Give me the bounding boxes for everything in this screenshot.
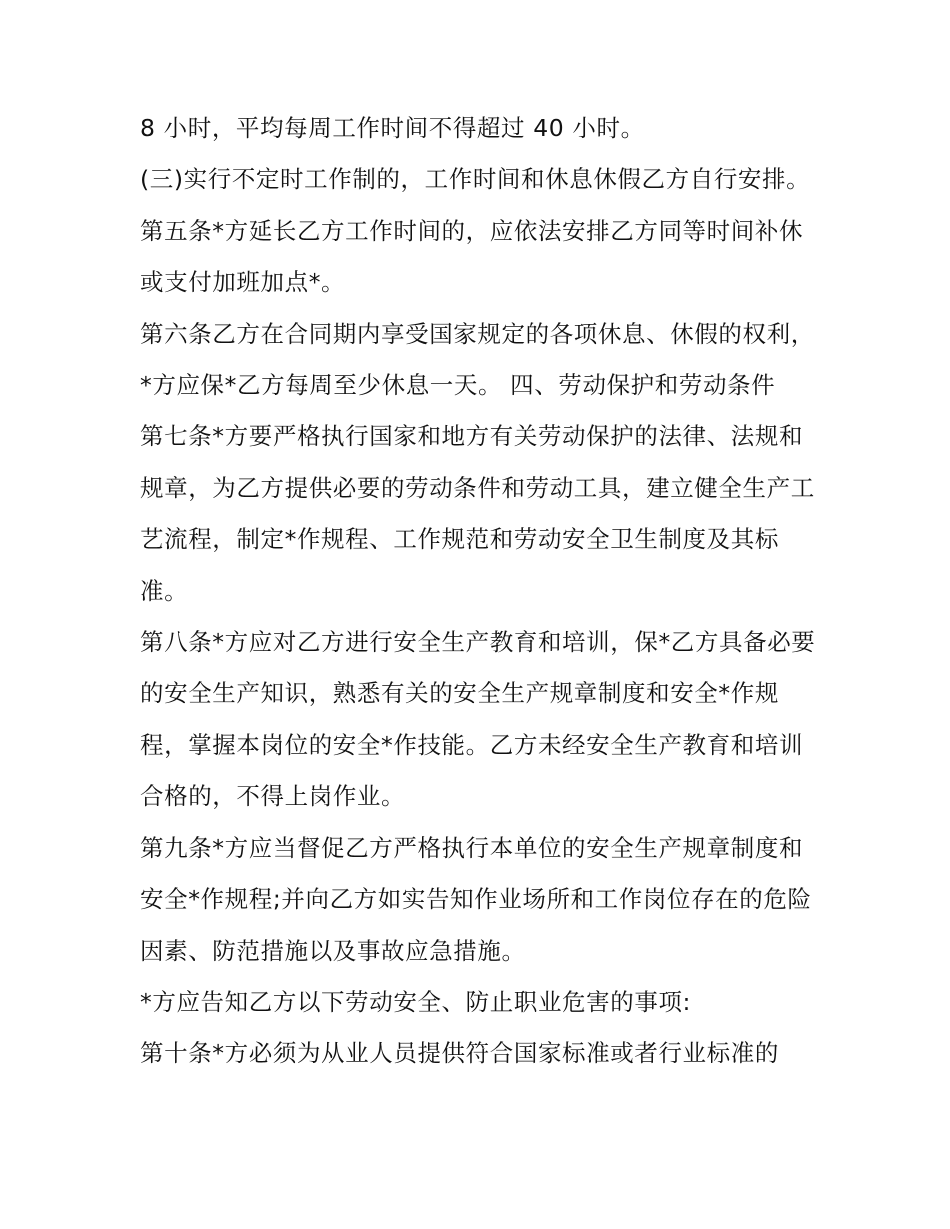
paragraph-article-8-safety-training: 第八条*方应对乙方进行安全生产教育和培训，保*乙方具备必要的安全生产知识，熟悉有关的安全生产规章制度和安全*作规程，掌握本岗位的安全*作技能。乙方未经安全生产教育和培训合格的，不得上岗作业。 bbox=[140, 628, 816, 811]
paragraph-flexible-hours-article-5: (三)实行不定时工作制的，工作时间和休息休假乙方自行安排。 第五条*方延长乙方工作时间的，应依法安排乙方同等时间补休或支付加班加点*。 bbox=[140, 165, 811, 297]
paragraph-article-9-safety-rules: 第九条*方应当督促乙方严格执行本单位的安全生产规章制度和安全*作规程;并向乙方如实告知作业场所和工作岗位存在的危险因素、防范措施以及事故应急措施。 bbox=[140, 833, 812, 965]
paragraph-article-7-labor-protection: 第七条*方要严格执行国家和地方有关劳动保护的法律、法规和规章，为乙方提供必要的劳动条件和劳动工具，建立健全生产工艺流程，制定*作规程、工作规范和劳动安全卫生制度及其标准。 bbox=[140, 422, 815, 605]
document-body bbox=[140, 103, 816, 1080]
paragraph-working-hours-limit: 8 小时，平均每周工作时间不得超过 40 小时。 bbox=[140, 114, 645, 142]
paragraph-article-10-equipment: 第十条*方必须为从业人员提供符合国家标准或者行业标准的 bbox=[140, 1039, 779, 1068]
paragraph-article-6-rest: 第六条乙方在合同期内享受国家规定的各项休息、休假的权利，*方应保*乙方每周至少休息一天。 四、劳动保护和劳动条件 bbox=[140, 319, 815, 400]
paragraph-hazard-notice: *方应告知乙方以下劳动安全、防止职业危害的事项: bbox=[140, 987, 692, 1016]
